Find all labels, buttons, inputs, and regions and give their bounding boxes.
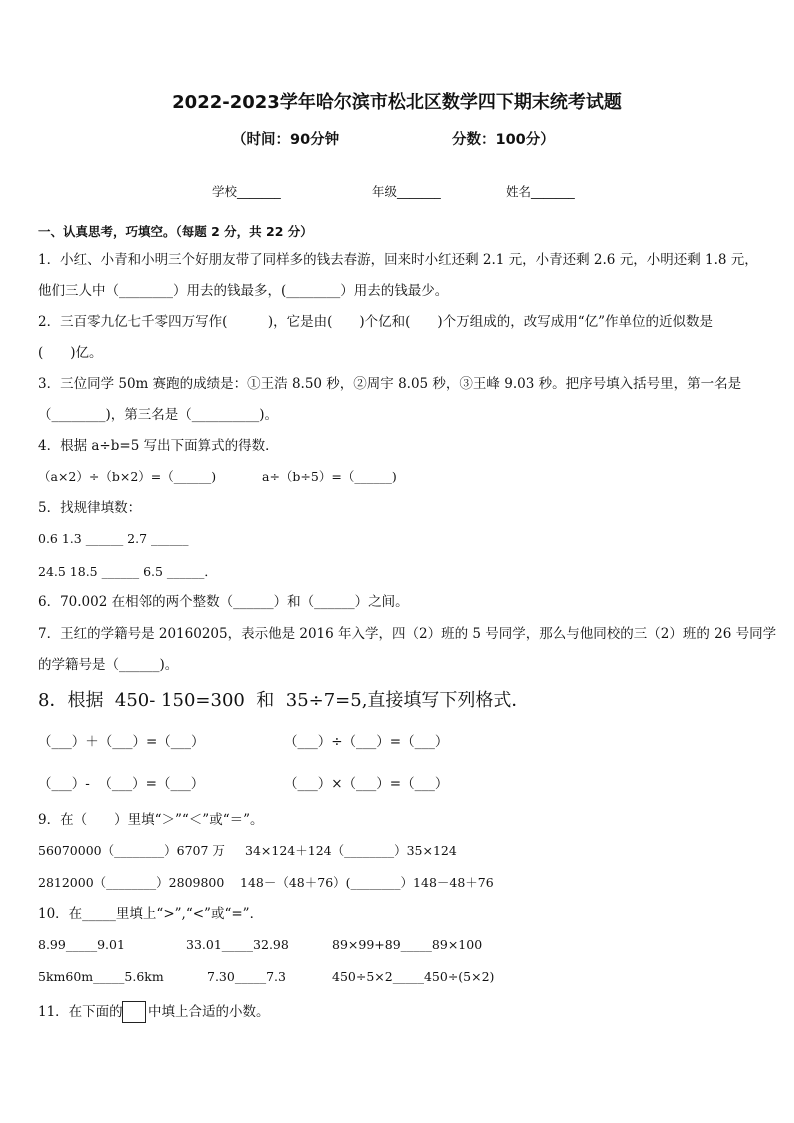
question-4-line-1: 4．根据 a÷b=5 写出下面算式的得数． xyxy=(38,438,279,454)
question-5-sequence-1: 0.6 1.3 ______ 2.7 ______ xyxy=(38,531,189,546)
school-field[interactable]: 学校_______ xyxy=(212,184,281,199)
question-9-line-1: 9．在（ ）里填“＞”“＜”或“＝”。 xyxy=(38,812,264,828)
question-8-line-1: 8．根据 450- 150=300 和 35÷7=5,直接填写下列格式． xyxy=(38,690,530,711)
question-10-compare-6: 450÷5×2_____450÷(5×2) xyxy=(332,969,495,984)
question-2-line-2: ( )亿。 xyxy=(38,345,103,361)
question-9-compare-2: 34×124＋124（________）35×124 xyxy=(245,843,457,858)
question-9-compare-3: 2812000（________）2809800 xyxy=(38,875,225,890)
question-6: 6．70.002 在相邻的两个整数（______）和（______）之间。 xyxy=(38,594,409,610)
question-1-line-2: 他们三人中（________）用去的钱最多，(________）用去的钱最少。 xyxy=(38,283,449,299)
question-3-line-2: （________)，第三名是（__________)。 xyxy=(38,407,279,423)
question-10-compare-3: 89×99+89_____89×100 xyxy=(332,937,483,952)
question-10-compare-4: 5km60m_____5.6km xyxy=(38,969,164,984)
question-10-compare-1: 8.99_____9.01 xyxy=(38,937,125,952)
answer-box[interactable] xyxy=(122,1001,146,1023)
question-1-line-1: 1．小红、小青和小明三个好朋友带了同样多的钱去春游，回来时小红还剩 2.1 元，小青还剩 2.6 元，小明还剩 1.8 元， xyxy=(38,252,758,268)
question-8-expr-3: （___）- （___）=（___） xyxy=(38,776,205,792)
question-9-compare-4: 148－（48＋76）(________）148－48＋76 xyxy=(240,875,494,890)
grade-field[interactable]: 年级_______ xyxy=(372,184,441,199)
question-8-expr-4: （___）×（___）=（___） xyxy=(284,776,449,792)
question-7-line-2: 的学籍号是（______)。 xyxy=(38,657,179,673)
question-11-text-2: 中填上合适的小数。 xyxy=(148,1004,270,1020)
question-5-line-1: 5．找规律填数： xyxy=(38,500,142,516)
exam-time: （时间：90分钟 xyxy=(232,132,340,148)
exam-score: 分数：100分） xyxy=(452,132,555,148)
question-5-sequence-2: 24.5 18.5 ______ 6.5 ______． xyxy=(38,564,217,579)
question-8-expr-2: （___）÷（___）=（___） xyxy=(284,734,449,750)
page-title: 2022-2023学年哈尔滨市松北区数学四下期末统考试题 xyxy=(172,92,622,113)
section-heading: 一、认真思考，巧填空。（每题 2 分，共 22 分） xyxy=(38,224,313,239)
question-9-compare-1: 56070000（________）6707 万 xyxy=(38,843,225,858)
question-4-expr-1: （a×2）÷（b×2）=（______) xyxy=(38,469,217,484)
question-8-expr-1: （___）＋（___）=（___） xyxy=(38,734,205,750)
question-10-line-1: 10．在_____里填上“>”,“<”或“=”． xyxy=(38,906,264,922)
question-10-compare-5: 7.30_____7.3 xyxy=(207,969,286,984)
question-3-line-1: 3．三位同学 50m 赛跑的成绩是：①王浩 8.50 秒，②周宇 8.05 秒，③王峰 9.03 秒。把序号填入括号里，第一名是 xyxy=(38,376,742,392)
name-field[interactable]: 姓名_______ xyxy=(506,184,575,199)
question-10-compare-2: 33.01_____32.98 xyxy=(186,937,289,952)
question-2-line-1: 2．三百零九亿七千零四万写作( )，它是由( )个亿和( )个万组成的，改写成用“亿”作单位的近似数是 xyxy=(38,314,713,330)
question-7-line-1: 7．王红的学籍号是 20160205，表示他是 2016 年入学，四（2）班的 5 号同学，那么与他同校的三（2）班的 26 号同学 xyxy=(38,626,777,642)
question-11-text-1: 11．在下面的 xyxy=(38,1004,123,1020)
question-4-expr-2: a÷（b÷5）=（______) xyxy=(262,469,397,484)
